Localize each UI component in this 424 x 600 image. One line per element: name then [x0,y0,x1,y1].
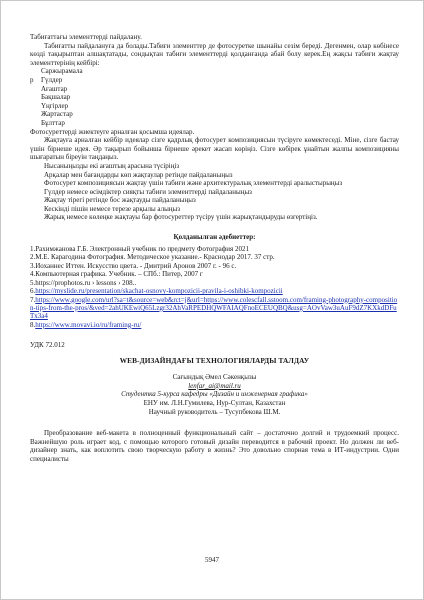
reference-text: 3.Иоханнес Иттен. Искусство цвета. - Дмитрий Аронов 2007 г. - 96 с. [30,261,237,270]
list-item [30,93,399,102]
references-heading: Қолданылған әдебиеттер: [173,233,256,242]
list-item-text: Гүлдер немесе өсімдіктер сияқты табиғи элементтерді пайдаланыңыз [44,187,252,196]
list-item [30,76,399,85]
author-name: Сағындық Әмел Сәкенқызы [172,373,257,382]
abstract-paragraph: Преобразование веб-макета в полноценный функциональный сайт – достаточно долгий и трудоемкий процесс. Важнейшую роль играет код, с помощью которого готовый дизайн переводится в рабочий проект. Но должен ли веб-дизайнер знать, как воплотить свою творческую работу в жизнь? Это довольно спорная тема в ИТ-индустрии. Одни специалисты [30,429,399,463]
reference-text: 6. [30,287,36,296]
list-item-text: Арқалар мен бағандарды көп жақтаулар ретінде пайдаланыңыз [44,170,233,179]
page-number: 5947 [205,556,219,564]
reference-item [30,270,399,278]
extra-ideas-line: Фотосуреттерді жиектеуге арналған қосымша идеялар. [30,127,195,136]
author-email-line [30,382,399,391]
reference-item [30,245,399,253]
reference-text: 2.М.Е. Карагодина Фотография. Методическое указание.- Краснодар 2017. 37 стр. [30,253,275,262]
list-item [30,188,399,197]
udk-code: УДК 72.012 [30,341,65,350]
reference-text: 5.https://prophotos.ru › lessons › 208.. [30,278,137,287]
list-item-text: Бұлттар [41,118,65,127]
list-item-text: Гүлдер [41,75,63,84]
reference-text: 4.Компьютерная графика. Учебник. – СПб.: Питер, 2007 г [30,270,203,279]
reference-link[interactable]: https://www.movavi.io/ru/framing-ru/ [35,320,142,329]
list-item [30,102,399,111]
list-item-text: Фотосурет композициясын жақтау үшін табиғи және архитектуралық элементтерді аралыстырыңыз [44,179,343,188]
list-item [30,162,399,171]
list-item-text: Кескінді пішін немесе терезе арқылы алыңыз [44,204,180,213]
author-email[interactable]: lenfar_ai@mail.ru [188,381,241,390]
intro-line: Табиғаттағы элементтерді пайдалану. [30,33,142,41]
list-item-text: Ағаштар [41,84,68,93]
list-item-text: Бақшалар [41,93,71,102]
list-item [30,205,399,214]
list-item-text: Саржырамала [41,67,83,76]
affiliation-line-2: ЕНУ им. Л.Н.Гумилева, Нур-Султан, Казахстан [143,398,286,407]
supervisor-line: Научный руководитель – Тусупбекова Ш.М. [148,407,281,416]
reference-text: 8. [30,320,36,329]
reference-link[interactable]: https://myslide.ru/presentation/skachat-osnovy-kompozicii-pravila-i-oshibki-kompozicii [35,287,283,296]
list-item [30,110,399,119]
list-bullet: р [30,75,34,84]
ideas-paragraph: Жақтауға арналған кейбір идеялар сізге қадрлық фотосурет композициясын түсіруге көмектеседі. Міне, сізге бастау үшін бірнеше идея. Әр тақырып бойынша бірнеше әрекет жасап көріңіз. Сізге көбірек ұнайтын жалпы композицияны шығаратын біреуін таңдаңыз. [30,136,399,162]
list-item [30,213,399,222]
article-title: WEB-ДИЗАЙНДАҒЫ ТЕХНОЛОГИЯЛАРДЫ ТАЛДАУ [119,356,310,366]
reference-item [30,287,399,295]
reference-item [30,296,399,321]
reference-item [30,262,399,270]
reference-item [30,279,399,287]
ideas-list [30,162,399,222]
list-item [30,171,399,180]
affiliation-line-1: Студентка 5-курса кафедры «Дизайн и инженерная графика» [121,390,308,399]
reference-link[interactable]: https://www.google.com/url?sa=t&source=web&rct=j&url=https://www.colescfall.sstoom.com/framing-photography-composition-tips-from-the-pros/&ved=2ahUKEwiQ65Lzgr32AhVaRPEDHQWFAIAQFnoECEUQBQ&usg=AOvVaw3uAuF9dZ7KXkdDFuTx3a4 [30,295,398,321]
list-item-text: Нысаныңызды екі ағаштың арасына түсіріңіз [44,161,180,170]
list-item [30,85,399,94]
nature-list [30,67,399,127]
list-item-text: Жартастар [41,110,73,119]
list-item-text: Жақтау тірегі ретінде бос жақтауды пайдаланыңыз [44,196,196,205]
list-item-text: Жарық немесе көлеңке жақтауы бар фотосуреттер түсіру үшін жарықтандыруды өзгертіңіз. [44,213,318,222]
list-item [30,67,399,76]
references-list [30,245,399,329]
list-item [30,196,399,205]
reference-item [30,253,399,261]
reference-text: 7. [30,295,36,304]
reference-text: 1.Рахимжанова Г.Б. Электронный учебник по предмету Фотография 2021 [30,245,250,254]
list-item-text: Үңгірлер [41,101,69,110]
list-item [30,119,399,128]
list-item [30,179,399,188]
nature-paragraph: Табиғатты пайдалануға да болады.Табиғи элементтер де фотосуретке шынайы сезім береді. Дегенмен, олар көбінесе көзді тақырыптан алшақтатады, сондықтан табиғи элементтерді қолданғанда абай болу керек.Ең жақсы табиғи жақтау элементтерінің кейбірі: [30,41,399,67]
reference-item [30,321,399,329]
